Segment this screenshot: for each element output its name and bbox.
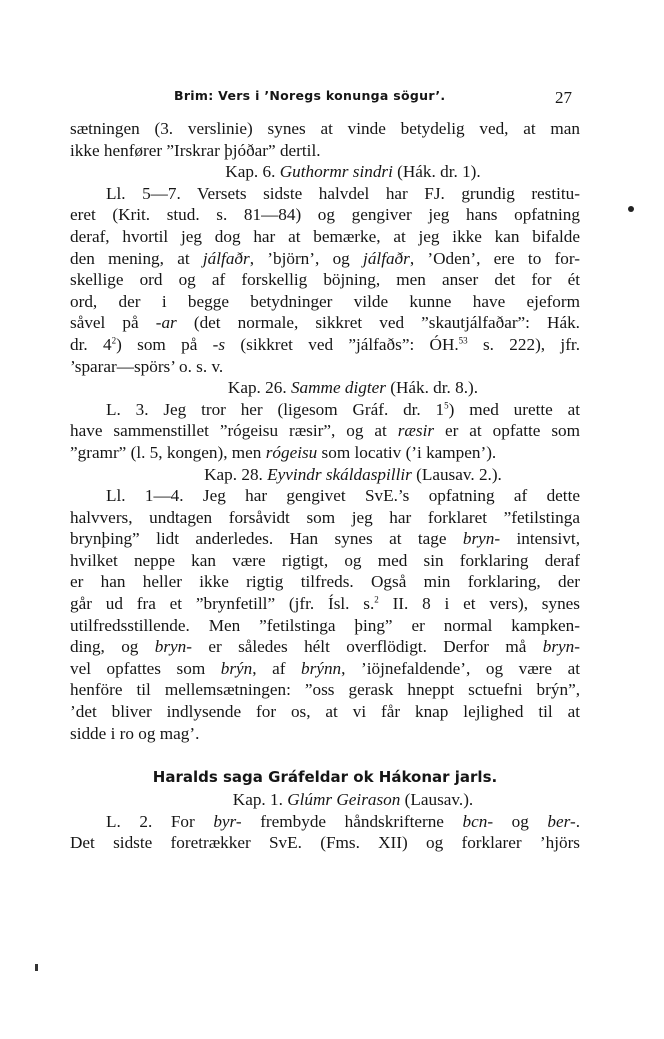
text-line: hvilket neppe kan være rigtigt, og med sin forklaring deraf [70, 550, 580, 570]
chapter-heading: Kap. 28. Eyvindr skáldaspillir (Lausav. 2.). [204, 464, 502, 484]
text-line: henföre til mellemsætningen: ”oss gerask hneppt sctuefni brýn”, [70, 680, 580, 700]
margin-tick [35, 964, 38, 971]
margin-mark [628, 206, 634, 212]
chapter-heading: Kap. 1. Glúmr Geirason (Lausav.). [232, 790, 474, 810]
text-line: ’det bliver indlysende for os, at vi får knap lejlighed til at [70, 702, 580, 722]
text-line: sidde i ro og mag’. [70, 723, 200, 743]
section-title: Haralds saga Gráfeldar ok Hákonar jarls. [152, 768, 498, 787]
text-line: dr. $4^2$) som på -s (sikkret ved ”jálfaðs”: ÓH.$^{53}$ s. 222), jfr. [70, 334, 580, 354]
text-line: skellige ord og af forskellig böjning, men anser det for ét [70, 270, 580, 290]
text-line: går ud fra et ”brynfetill” (jfr. Ísl. s.$^2$ II. 8 i et vers), synes [70, 594, 580, 614]
chapter-heading: Kap. 6. Guthormr sindri (Hák. dr. 1). [225, 162, 481, 182]
text-line: deraf, hvortil jeg dog har at bemærke, at jeg ikke kan bifalde [70, 226, 580, 246]
text-line: Det sidste foretrækker SvE. (Fms. XII) og forklarer ’hjörs [70, 833, 580, 853]
page-number: 27 [555, 88, 572, 107]
text-line: Ll. 1—4. Jeg har gengivet SvE.’s opfatning af dette [106, 486, 580, 506]
text-line: Ll. 5—7. Versets sidste halvdel har FJ. grundig restitu- [106, 183, 580, 203]
text-line: ding, og bryn- er således hélt overflödigt. Derfor må bryn- [70, 637, 580, 657]
body-text [70, 118, 580, 854]
text-line: eret (Krit. stud. s. 81—84) og gengiver jeg hans opfatning [70, 205, 580, 225]
page-header [0, 88, 664, 110]
text-line: brynþing” lidt anderledes. Han synes at tage bryn- intensivt, [70, 529, 580, 549]
text-line: have sammenstillet ”rógeisu ræsir”, og at ræsir er at opfatte som [70, 421, 580, 441]
text-line: ’sparar—spörs’ o. s. v. [70, 356, 224, 376]
text-line: ord, der i begge betydninger vilde kunne have ejeform [70, 291, 580, 311]
text-line: halvvers, undtagen forsåvidt som jeg har forklaret ”fetilstinga [70, 507, 580, 527]
text-line: såvel på -ar (det normale, sikkret ved ”skautjálfaðar”: Hák. [70, 313, 580, 333]
text-line: L. 2. For byr- frembyde håndskrifterne bcn- og ber-. [106, 811, 581, 831]
text-line: den mening, at jálfaðr, ’björn’, og jálfaðr, ’Oden’, ere to for- [70, 248, 580, 268]
text-line: ikke henfører ”Irskrar þjóðar” dertil. [70, 140, 321, 160]
text-line: sætningen (3. verslinie) synes at vinde betydelig ved, at man [70, 119, 580, 138]
text-line: er han heller ikke rigtig tilfreds. Også min forklaring, der [70, 572, 580, 592]
chapter-heading: Kap. 26. Samme digter (Hák. dr. 8.). [227, 378, 479, 398]
text-line: ”gramr” (l. 5, kongen), men rógeisu som locativ (’i kampen’). [70, 442, 497, 462]
text-line: utilfredsstillende. Men ”fetilstinga þing” er normal kampken- [70, 615, 580, 635]
text-line: L. 3. Jeg tror her (ligesom Gráf. dr. $1^5$) med urette at [106, 399, 580, 419]
text-line: vel opfattes som brýn, af brýnn, ’iöjnefaldende’, og være at [70, 658, 580, 678]
running-title: Brim: Vers i ’Noregs konunga sögur’. [174, 88, 446, 103]
